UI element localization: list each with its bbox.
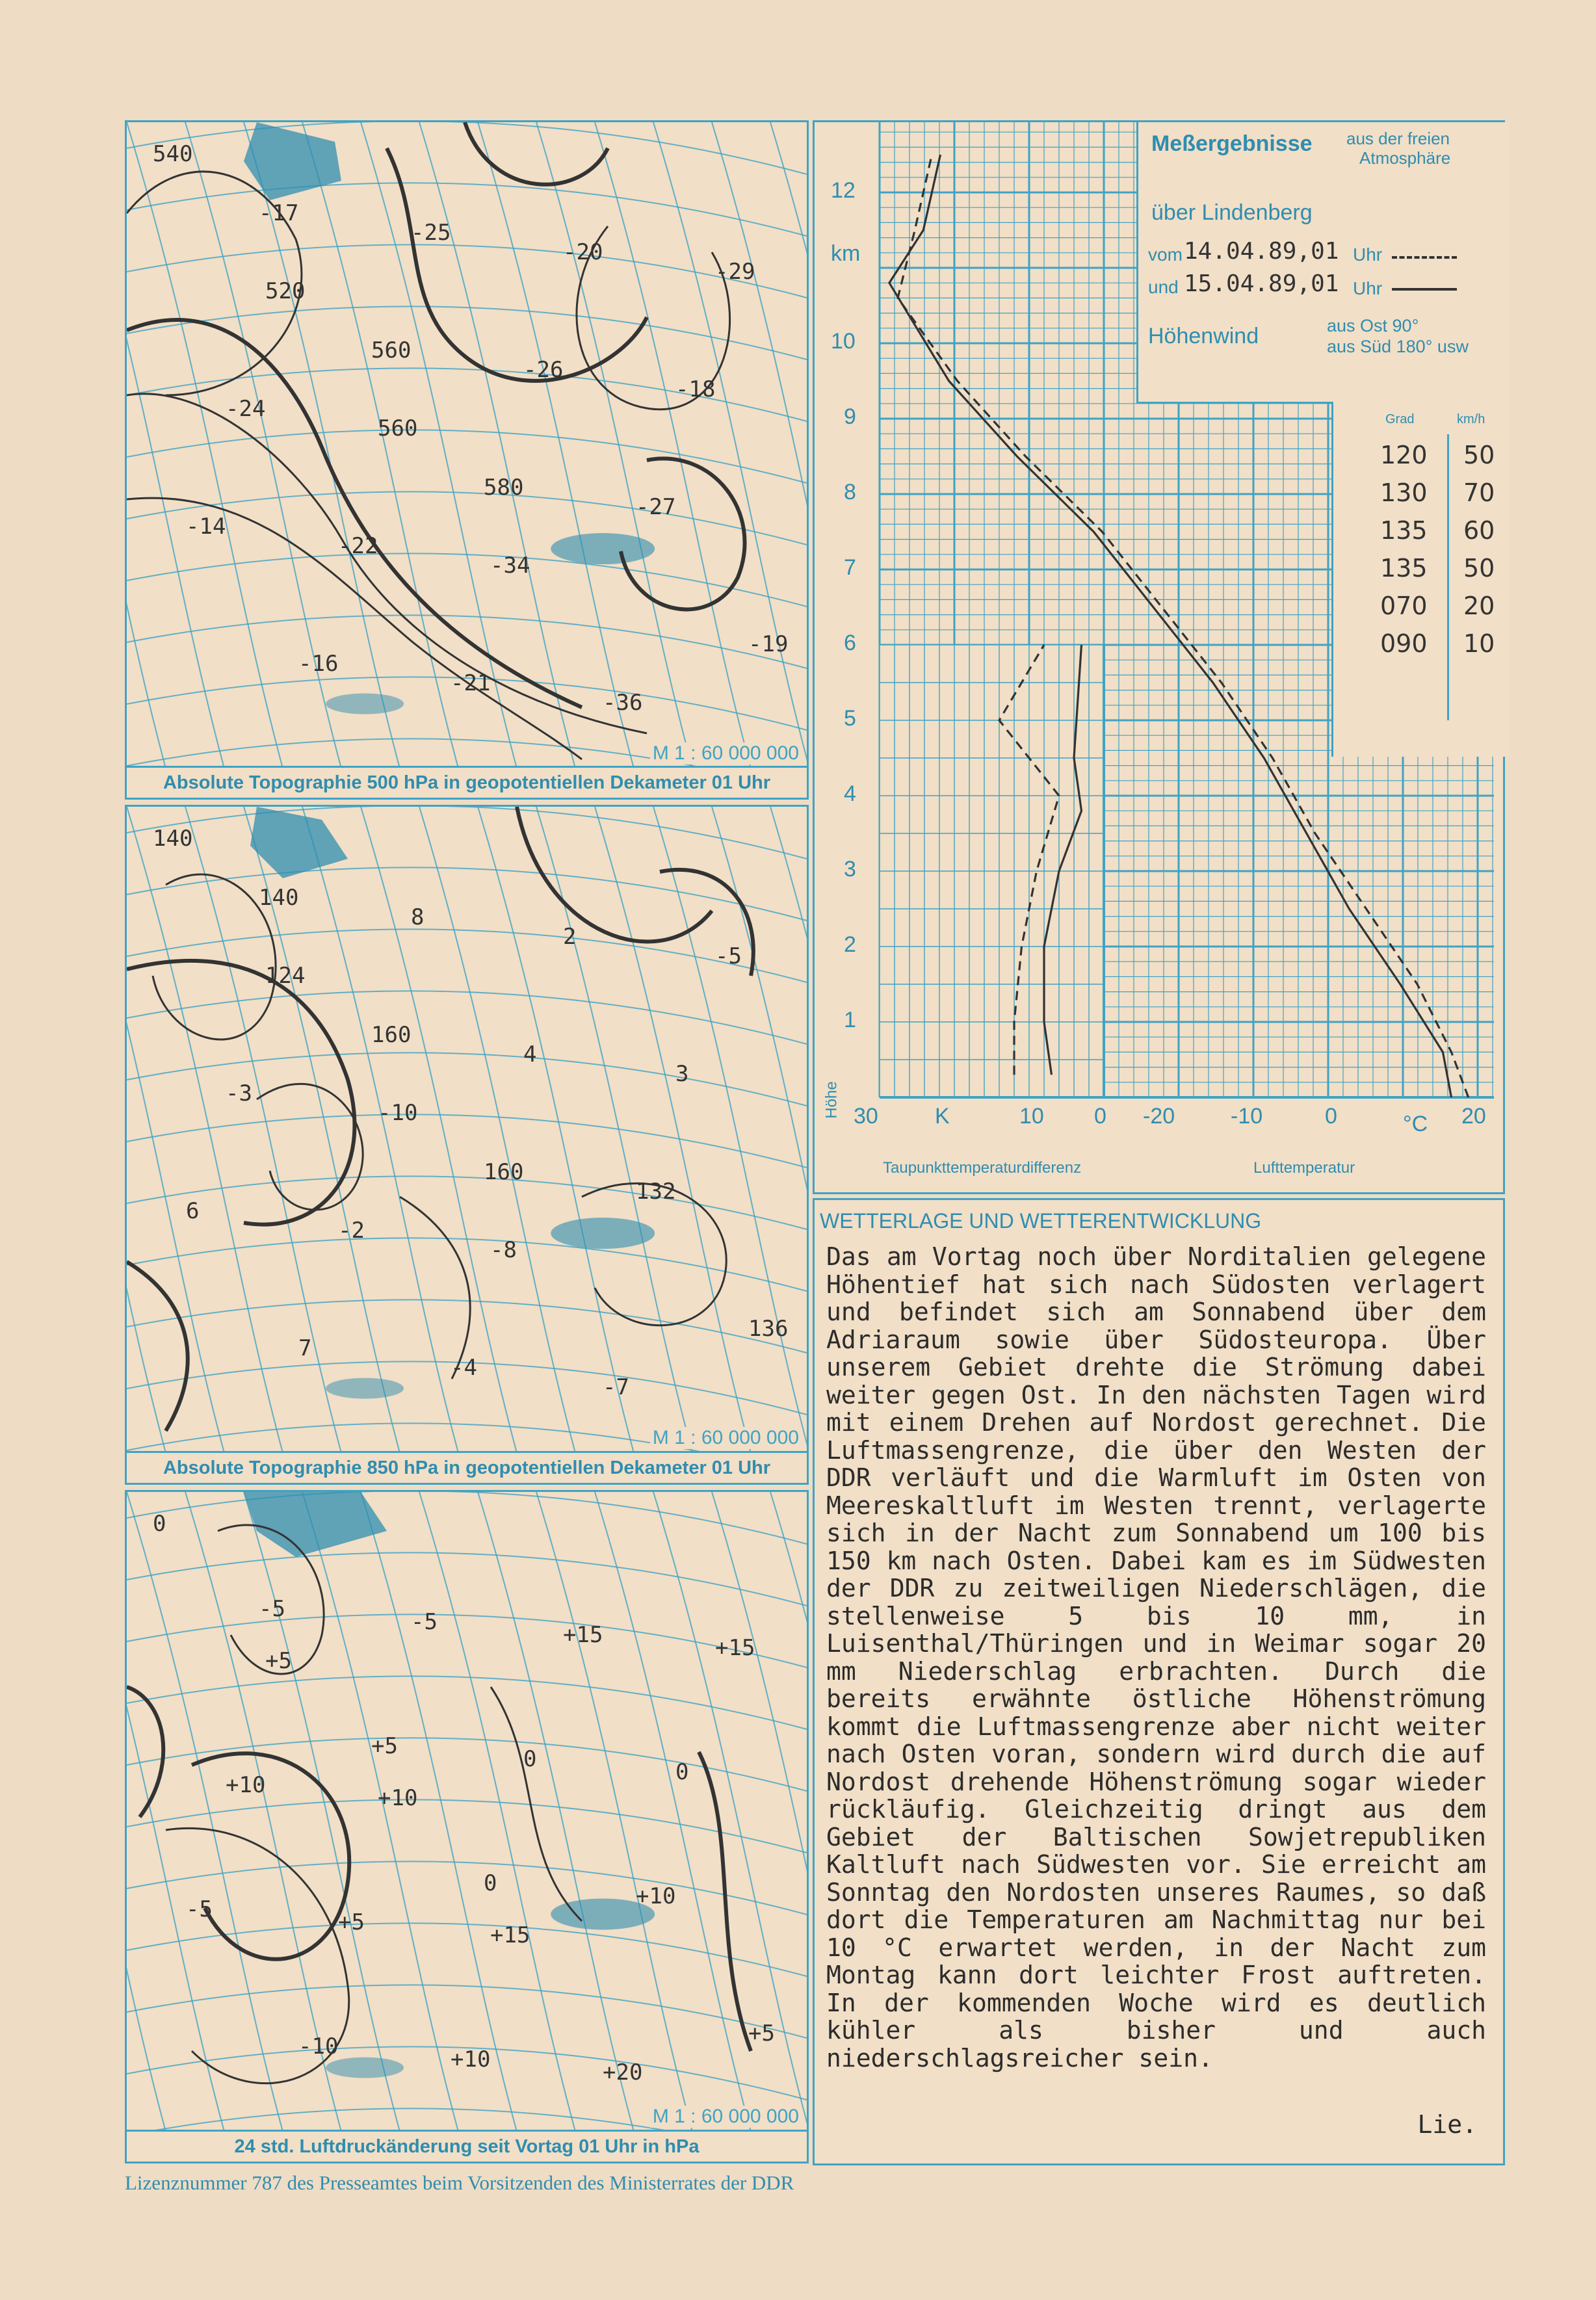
date1-prefix: vom bbox=[1148, 244, 1183, 265]
meridian-line bbox=[770, 807, 807, 1453]
map-label: -22 bbox=[338, 533, 378, 559]
meridian-line bbox=[127, 1492, 166, 2132]
sea-shape bbox=[326, 694, 404, 714]
map-pressure-change bbox=[125, 1490, 809, 2134]
sea-shape bbox=[551, 533, 655, 564]
map-500hpa bbox=[125, 120, 809, 770]
legend-title: Meßergebnisse bbox=[1151, 131, 1313, 156]
legend-title-c: Atmosphäre bbox=[1359, 148, 1451, 168]
wind-table bbox=[1370, 402, 1509, 757]
sea-shape bbox=[244, 122, 341, 200]
date1-suffix: Uhr bbox=[1353, 244, 1383, 265]
parallel-line bbox=[127, 1492, 807, 1544]
map-label: 0 bbox=[523, 1746, 537, 1772]
map-label: +5 bbox=[265, 1648, 292, 1674]
wind-row-speed: 50 bbox=[1463, 554, 1495, 582]
map-label: -25 bbox=[411, 220, 451, 246]
sea-shape bbox=[244, 1492, 387, 1557]
map-label: 0 bbox=[484, 1870, 497, 1896]
map-label: 560 bbox=[378, 415, 418, 441]
x-tick-label: 20 bbox=[1461, 1104, 1486, 1129]
wind-row-direction: 135 bbox=[1380, 516, 1428, 545]
parallel-line bbox=[127, 1114, 807, 1168]
wind-title: Höhenwind bbox=[1148, 324, 1259, 348]
map-500hpa-drawing bbox=[127, 122, 807, 768]
map-label: 6 bbox=[186, 1198, 200, 1224]
license-footer: Lizenznummer 787 des Presseamtes beim Vorsitzenden des Ministerrates der DDR bbox=[125, 2171, 794, 2194]
map-label: +5 bbox=[748, 2020, 775, 2046]
map-label: +5 bbox=[371, 1733, 398, 1759]
map-label: -5 bbox=[259, 1596, 285, 1622]
map-label: -34 bbox=[490, 553, 530, 579]
wind-row-speed: 10 bbox=[1463, 629, 1495, 658]
map-scale: M 1 : 60 000 000 bbox=[650, 1427, 802, 1449]
parallel-line bbox=[127, 1300, 807, 1353]
parallel-line bbox=[127, 1676, 807, 1729]
map-label: -5 bbox=[186, 1896, 213, 1922]
map-label: -7 bbox=[603, 1374, 629, 1400]
parallel-line bbox=[127, 1614, 807, 1667]
meridian-line bbox=[127, 122, 166, 768]
map-pressure-change-caption: 24 std. Luftdruckänderung seit Vortag 01 Uhr in hPa bbox=[125, 2130, 809, 2163]
x-tick-label: 10 bbox=[1019, 1104, 1044, 1129]
map-label: +10 bbox=[451, 2046, 491, 2072]
y-tick-label: 4 bbox=[844, 781, 856, 806]
isoline bbox=[192, 1753, 349, 1959]
x-right-title: Lufttemperatur bbox=[1253, 1159, 1355, 1177]
wind-row-speed: 70 bbox=[1463, 478, 1495, 507]
map-label: -27 bbox=[636, 494, 676, 520]
map-label: -20 bbox=[563, 239, 603, 265]
parallel-line bbox=[127, 1552, 807, 1606]
parallel-line bbox=[127, 1923, 807, 1976]
km-label: km bbox=[831, 241, 861, 266]
x-tick-label: 0 bbox=[1325, 1104, 1337, 1129]
parallel-line bbox=[127, 1861, 807, 1914]
parallel-line bbox=[127, 991, 807, 1044]
map-label: -5 bbox=[715, 943, 742, 969]
x-tick-label: -20 bbox=[1143, 1104, 1175, 1129]
legend-title-b: aus der freien bbox=[1346, 129, 1450, 148]
article-heading: WETTERLAGE UND WETTERENTWICKLUNG bbox=[820, 1209, 1262, 1233]
wind-row-speed: 60 bbox=[1463, 516, 1495, 545]
meridian-line bbox=[770, 1492, 807, 2132]
parallel-line bbox=[127, 553, 807, 607]
map-label: 0 bbox=[675, 1759, 689, 1785]
isoline bbox=[491, 1687, 582, 1921]
article-signature: Lie. bbox=[1417, 2110, 1477, 2139]
map-label: +10 bbox=[226, 1772, 266, 1798]
wind-note-1: aus Ost 90° bbox=[1327, 316, 1419, 335]
y-tick-label: 10 bbox=[831, 329, 856, 354]
map-label: -18 bbox=[675, 376, 716, 402]
meridian-line bbox=[770, 122, 807, 768]
map-label: 124 bbox=[265, 963, 306, 989]
map-label: 140 bbox=[153, 826, 193, 852]
map-label: 136 bbox=[748, 1316, 789, 1342]
map-500hpa-caption: Absolute Topographie 500 hPa in geopotentiellen Dekameter 01 Uhr bbox=[125, 766, 809, 800]
map-label: -36 bbox=[603, 690, 643, 716]
date1: 14.04.89,01 bbox=[1184, 238, 1339, 265]
col-dir: Grad bbox=[1385, 412, 1415, 426]
x-tick-label: K bbox=[935, 1104, 950, 1129]
date2-prefix: und bbox=[1148, 277, 1179, 297]
map-label: 580 bbox=[484, 475, 524, 501]
sea-shape bbox=[326, 2058, 404, 2078]
map-label: 160 bbox=[484, 1159, 524, 1185]
x-left-title: Taupunkttemperaturdifferenz bbox=[883, 1159, 1082, 1177]
parallel-line bbox=[127, 807, 807, 859]
date2: 15.04.89,01 bbox=[1184, 270, 1339, 297]
parallel-line bbox=[127, 1985, 807, 2038]
height-column bbox=[1331, 402, 1372, 757]
wind-table-divider bbox=[1447, 434, 1449, 720]
dashed-legend-line bbox=[1392, 256, 1457, 259]
map-label: +5 bbox=[338, 1909, 365, 1935]
map-label: +10 bbox=[378, 1785, 418, 1811]
map-label: -19 bbox=[748, 631, 789, 657]
map-scale: M 1 : 60 000 000 bbox=[650, 2106, 802, 2128]
parallel-line bbox=[127, 430, 807, 483]
map-850hpa bbox=[125, 805, 809, 1455]
map-label: +10 bbox=[636, 1883, 676, 1909]
map-label: 7 bbox=[298, 1335, 312, 1361]
isoline bbox=[400, 1197, 470, 1379]
sea-shape bbox=[326, 1378, 404, 1399]
isoline bbox=[153, 874, 276, 1039]
map-label: 160 bbox=[371, 1022, 412, 1048]
map-label: 0 bbox=[153, 1511, 166, 1537]
article-panel bbox=[813, 1198, 1505, 2165]
sounding-panel bbox=[813, 120, 1505, 1194]
map-label: +20 bbox=[603, 2059, 643, 2085]
x-tick-label: -10 bbox=[1231, 1104, 1263, 1129]
y-axis-label: Höhe bbox=[822, 1081, 841, 1119]
wind-row-speed: 20 bbox=[1463, 592, 1495, 620]
meridian-line bbox=[653, 1492, 807, 2132]
map-pressure-change-drawing bbox=[127, 1492, 807, 2132]
map-label: 8 bbox=[411, 904, 425, 930]
map-label: 3 bbox=[675, 1061, 689, 1087]
sounding-legend bbox=[1136, 122, 1509, 404]
map-scale: M 1 : 60 000 000 bbox=[650, 742, 802, 764]
x-tick-label: 30 bbox=[854, 1104, 878, 1129]
map-label: -10 bbox=[298, 2033, 339, 2059]
wind-row-direction: 120 bbox=[1380, 441, 1428, 469]
wind-row-direction: 135 bbox=[1380, 554, 1428, 582]
map-label: +15 bbox=[715, 1635, 755, 1661]
map-label: -3 bbox=[226, 1080, 252, 1106]
isoline bbox=[127, 1262, 188, 1431]
parallel-line bbox=[127, 1799, 807, 1853]
x-tick-label: °C bbox=[1403, 1112, 1428, 1136]
sea-shape bbox=[551, 1218, 655, 1249]
y-tick-label: 12 bbox=[831, 178, 856, 203]
map-label: 140 bbox=[259, 885, 299, 911]
wind-row-direction: 090 bbox=[1380, 629, 1428, 658]
map-label: -10 bbox=[378, 1100, 418, 1126]
map-850hpa-drawing bbox=[127, 807, 807, 1453]
map-label: 540 bbox=[153, 141, 193, 167]
x-tick-label: 0 bbox=[1094, 1104, 1106, 1129]
map-label: -21 bbox=[451, 670, 491, 696]
wind-row-speed: 50 bbox=[1463, 441, 1495, 469]
isoline bbox=[257, 1084, 363, 1210]
date2-suffix: Uhr bbox=[1353, 278, 1383, 298]
map-label: -8 bbox=[490, 1237, 517, 1263]
map-label: 132 bbox=[636, 1179, 676, 1205]
col-speed: km/h bbox=[1457, 412, 1485, 426]
parallel-line bbox=[127, 244, 807, 298]
y-tick-label: 9 bbox=[844, 404, 856, 429]
wind-row-direction: 130 bbox=[1380, 478, 1428, 507]
wind-note-2: aus Süd 180° usw bbox=[1327, 337, 1469, 356]
isoline bbox=[699, 1752, 751, 2051]
meridian-line bbox=[653, 807, 807, 1453]
map-label: -24 bbox=[226, 396, 266, 422]
map-label: -29 bbox=[715, 259, 755, 285]
map-label: +15 bbox=[563, 1622, 603, 1648]
map-label: -16 bbox=[298, 651, 339, 677]
map-label: +15 bbox=[490, 1922, 530, 1948]
y-tick-label: 2 bbox=[844, 932, 856, 957]
map-label: -17 bbox=[259, 200, 299, 226]
map-850hpa-caption: Absolute Topographie 850 hPa in geopotentiellen Dekameter 01 Uhr bbox=[125, 1451, 809, 1485]
map-label: -4 bbox=[451, 1355, 477, 1381]
map-label: 2 bbox=[563, 924, 577, 950]
y-tick-label: 8 bbox=[844, 480, 856, 504]
solid-legend-line bbox=[1392, 288, 1457, 291]
y-tick-label: 5 bbox=[844, 706, 856, 731]
isoline bbox=[127, 1687, 163, 1817]
parallel-line bbox=[127, 929, 807, 982]
parallel-line bbox=[127, 183, 807, 236]
meridian-line bbox=[127, 807, 166, 1453]
sea-shape bbox=[250, 807, 348, 878]
map-label: 520 bbox=[265, 278, 306, 304]
map-label: -2 bbox=[338, 1218, 365, 1244]
map-label: -14 bbox=[186, 514, 226, 540]
article-body: Das am Vortag noch über Norditalien gelegene Höhentief hat sich nach Südosten verlagert und befindet sich am Sonnabend über dem Adriaraum sowie über Südosteuropa. Über unserem Gebiet drehte die Strömung dabei weiter gegen Ost. In den nächsten Tagen wird mit einem Drehen auf Nordost gerechnet. Die Luftmassengrenze, die über den Westen der DDR verläuft und die Warmluft im Osten von Meereskaltluft im Westen trennt, verlagerte sich in der Nacht zum Sonnabend um 100 bis 150 km nach Osten. Dabei kam es im Südwesten der DDR zu zeitweiligen Niederschlägen, die stellenweise 5 bis 10 mm, in Luisenthal/Thüringen und in Weimar sogar 20 mm Niederschlag erbrachten. Durch die bereits erwähnte östliche Höhenströmung kommt die Luftmassengrenze aber nicht weiter nach Osten voran, sondern wird durch die auf Nordost drehende Höhenströmung sogar wieder rückläufig. Gleichzeitig dringt aus dem Gebiet der Baltischen Sowjetrepubliken Kaltluft nach Südwesten vor. Sie erreicht am Sonntag den Nordosten unseres Raumes, so daß dort die Temperaturen am Nachmittag nur bei 10 °C erwartet werden, in der Nacht zum Montag kann dort leichter Frost auftreten. In der kommenden Woche wird es deutlich kühler als bisher und auch niederschlagsreicher sein. bbox=[826, 1242, 1486, 2072]
meridian-line bbox=[653, 122, 807, 768]
station: über Lindenberg bbox=[1151, 200, 1313, 225]
map-label: -5 bbox=[411, 1609, 438, 1635]
y-tick-label: 6 bbox=[844, 631, 856, 655]
y-tick-label: 1 bbox=[844, 1008, 856, 1032]
map-label: -26 bbox=[523, 357, 564, 383]
wind-row-direction: 070 bbox=[1380, 592, 1428, 620]
map-label: 560 bbox=[371, 337, 412, 363]
map-label: 4 bbox=[523, 1041, 537, 1067]
y-tick-label: 3 bbox=[844, 857, 856, 882]
y-tick-label: 7 bbox=[844, 555, 856, 580]
